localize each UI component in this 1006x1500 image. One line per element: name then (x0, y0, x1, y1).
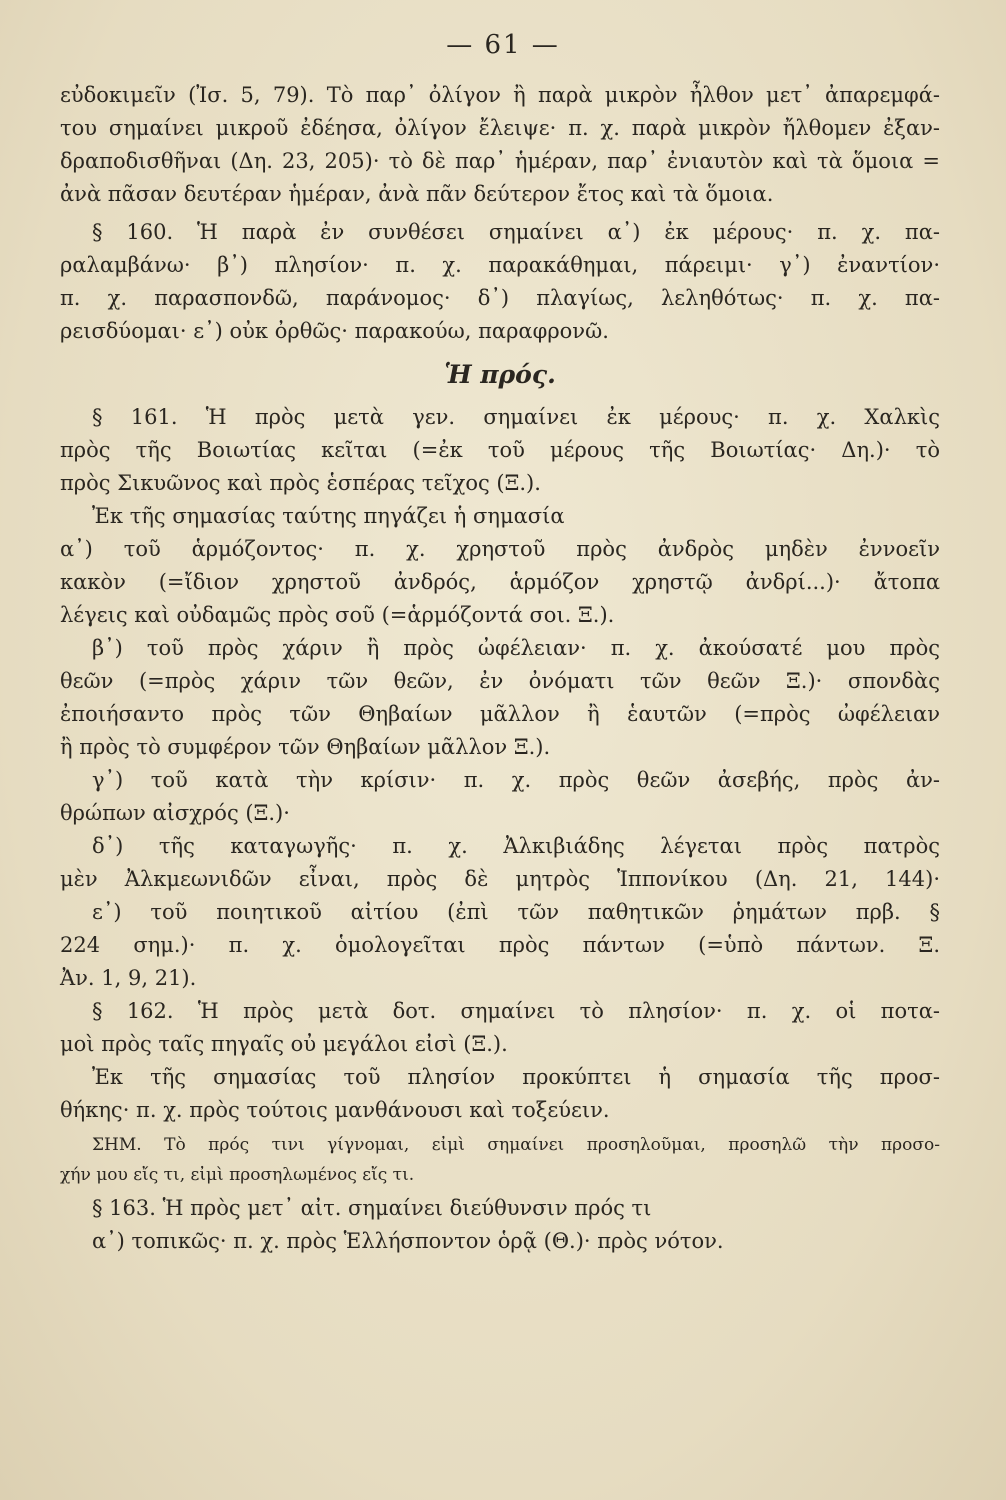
text-line: ἢ πρὸς τὸ συμφέρον τῶν Θηβαίων μᾶλλον Ξ.). (60, 735, 551, 759)
section-163-line: § 163. Ἡ πρὸς μετ᾽ αἰτ. σημαίνει διεύθυνσιν πρός τι (92, 1196, 652, 1220)
text-line: θήκης· π. χ. πρὸς τούτοις μανθάνουσι καὶ τοξεύειν. (60, 1098, 610, 1122)
text-line: Ἐκ τῆς σημασίας τοῦ πλησίον προκύπτει ἡ σημασία τῆς προσ- (92, 1065, 940, 1089)
text-line: β᾽) τοῦ πρὸς χάριν ἢ πρὸς ὠφέλειαν· π. χ. ἀκούσατέ μου πρὸς (92, 636, 940, 660)
text-line: ε᾽) τοῦ ποιητικοῦ αἰτίου (ἐπὶ τῶν παθητικῶν ῥημάτων πρβ. § (92, 900, 940, 924)
text-line: π. χ. παρασπονδῶ, παράνομος· δ᾽) πλαγίως, λεληθότως· π. χ. πα- (60, 286, 940, 310)
section-160-line: § 160. Ἡ παρὰ ἐν συνθέσει σημαίνει α᾽) ἐκ μέρους· π. χ. πα- (92, 220, 940, 244)
text-line: ρεισδύομαι· ε᾽) οὐκ ὀρθῶς· παρακούω, παραφρονῶ. (60, 319, 609, 343)
text-line: δραποδισθῆναι (Δη. 23, 205)· τὸ δὲ παρ᾽ ἡμέραν, παρ᾽ ἐνιαυτὸν καὶ τὰ ὅμοια = (60, 149, 940, 173)
text-line: του σημαίνει μικροῦ ἐδέησα, ὀλίγον ἔλειψε· π. χ. παρὰ μικρὸν ἤλθομεν ἐξαν- (60, 116, 940, 140)
text-line: α᾽) τοῦ ἁρμόζοντος· π. χ. χρηστοῦ πρὸς ἀνδρὸς μηδὲν ἐννοεῖν (60, 537, 940, 561)
text-line: δ᾽) τῆς καταγωγῆς· π. χ. Ἀλκιβιάδης λέγεται πρὸς πατρὸς (92, 834, 940, 858)
text-line: ἐποιήσαντο πρὸς τῶν Θηβαίων μᾶλλον ἢ ἑαυτῶν (=πρὸς ὠφέλειαν (60, 702, 940, 726)
text-line: θεῶν (=πρὸς χάριν τῶν θεῶν, ἐν ὀνόματι τῶν θεῶν Ξ.)· σπονδὰς (60, 669, 940, 693)
text-line: μὲν Ἀλκμεωνιδῶν εἶναι, πρὸς δὲ μητρὸς Ἱππονίκου (Δη. 21, 144)· (60, 867, 940, 891)
note-line: ΣΗΜ. Τὸ πρός τινι γίγνομαι, εἰμὶ σημαίνει προσηλοῦμαι, προσηλῶ τὴν προσο- (92, 1135, 940, 1155)
section-162-line: § 162. Ἡ πρὸς μετὰ δοτ. σημαίνει τὸ πλησίον· π. χ. οἱ ποτα- (92, 999, 940, 1023)
section-heading: Ἡ πρός. (444, 360, 556, 389)
text-line: Ἐκ τῆς σημασίας ταύτης πηγάζει ἡ σημασία (92, 504, 565, 528)
text-line: εὐδοκιμεῖν (Ἰσ. 5, 79). Τὸ παρ᾽ ὀλίγον ἢ παρὰ μικρὸν ἦλθον μετ᾽ ἀπαρεμφά- (60, 83, 940, 107)
text-line: α᾽) τοπικῶς· π. χ. πρὸς Ἑλλήσποντον ὁρᾷ (Θ.)· πρὸς νότον. (92, 1229, 724, 1253)
text-line: λέγεις καὶ οὐδαμῶς πρὸς σοῦ (=ἁρμόζοντά σοι. Ξ.). (60, 603, 615, 627)
section-161-line: § 161. Ἡ πρὸς μετὰ γεν. σημαίνει ἐκ μέρους· π. χ. Χαλκὶς (92, 405, 940, 429)
text-line: Ἀν. 1, 9, 21). (60, 966, 197, 990)
text-line: πρὸς Σικυῶνος καὶ πρὸς ἑσπέρας τεῖχος (Ξ.). (60, 471, 541, 495)
text-line: κακὸν (=ἴδιον χρηστοῦ ἀνδρός, ἁρμόζον χρηστῷ ἀνδρί...)· ἄτοπα (60, 570, 940, 594)
text-line: ραλαμβάνω· β᾽) πλησίον· π. χ. παρακάθημαι, πάρειμι· γ᾽) ἐναντίον· (60, 253, 940, 277)
text-line: 224 σημ.)· π. χ. ὁμολογεῖται πρὸς πάντων (=ὑπὸ πάντων. Ξ. (60, 933, 940, 957)
text-line: μοὶ πρὸς ταῖς πηγαῖς οὐ μεγάλοι εἰσὶ (Ξ.). (60, 1032, 508, 1056)
text-line: πρὸς τῆς Βοιωτίας κεῖται (=ἐκ τοῦ μέρους τῆς Βοιωτίας· Δη.)· τὸ (60, 438, 940, 462)
text-line: ἀνὰ πᾶσαν δευτέραν ἡμέραν, ἀνὰ πᾶν δεύτερον ἔτος καὶ τὰ ὅμοια. (60, 182, 774, 206)
page-number: — 61 — (446, 30, 560, 60)
text-line: γ᾽) τοῦ κατὰ τὴν κρίσιν· π. χ. πρὸς θεῶν ἀσεβής, πρὸς ἀν- (92, 768, 940, 792)
text-line: θρώπων αἰσχρός (Ξ.)· (60, 801, 290, 825)
note-line: χήν μου εἴς τι, εἰμὶ προσηλωμένος εἴς τι. (60, 1165, 415, 1185)
